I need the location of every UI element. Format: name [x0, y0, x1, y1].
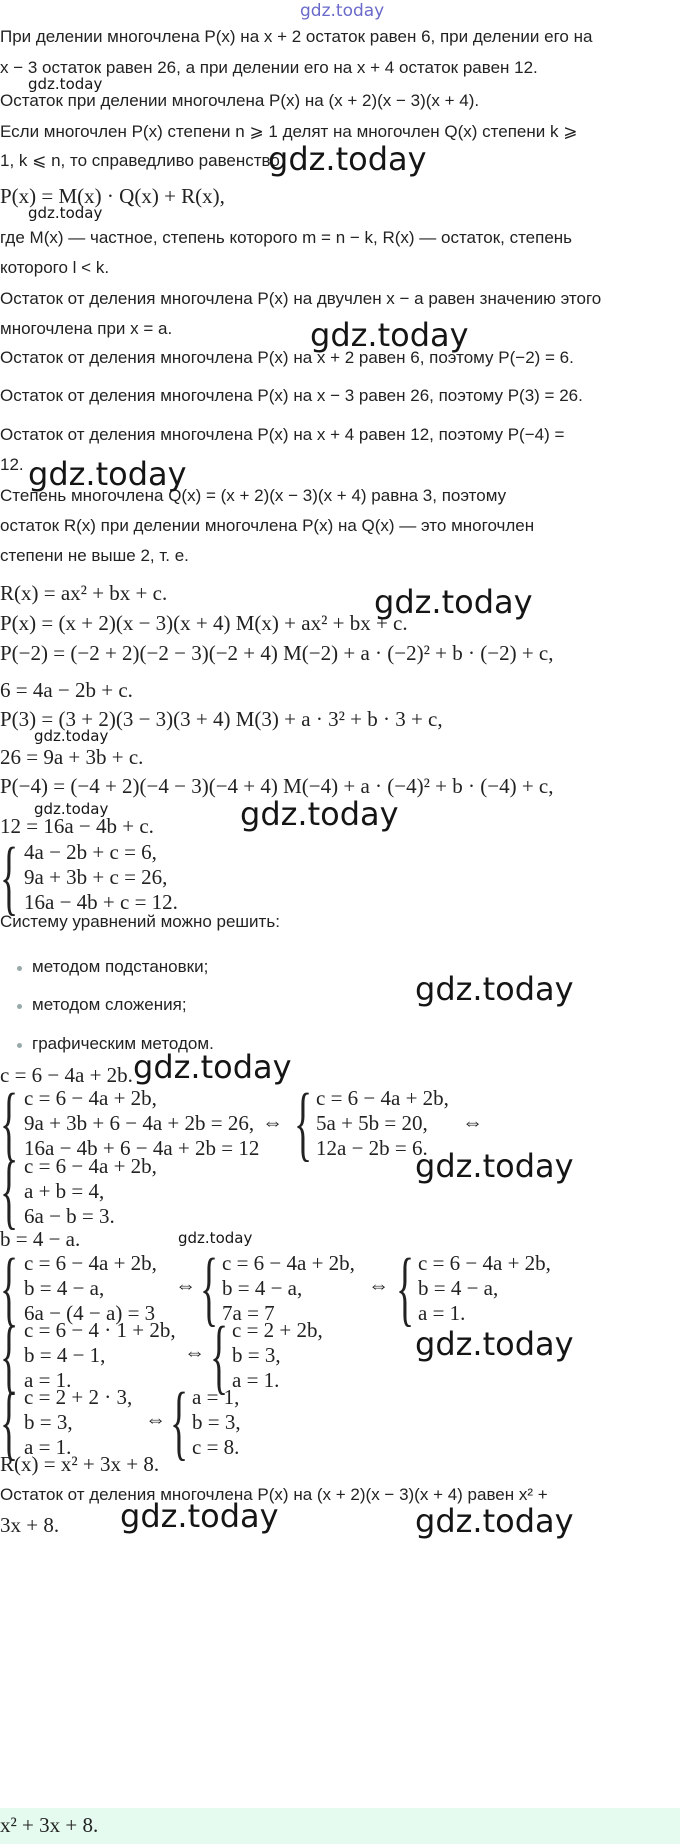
watermark: gdz.today	[120, 1497, 279, 1535]
brace: {	[210, 1310, 229, 1403]
degree-line-2: остаток R(x) при делении многочлена P(x) на Q(x) — это многочлен	[0, 516, 535, 535]
watermark-small: gdz.today	[178, 1229, 253, 1247]
equivalence-sign: ⇔	[368, 1273, 389, 1297]
watermark: gdz.today	[240, 795, 399, 833]
brace: {	[294, 1077, 313, 1170]
remainder-line-1: Остаток от деления многочлена P(x) на x + 2 равен 6, поэтому P(−2) = 6.	[0, 348, 574, 367]
top-watermark: gdz.today	[300, 1, 385, 21]
equivalence-sign: ⇔	[262, 1110, 283, 1134]
express-b: b = 4 − a.	[0, 1227, 81, 1251]
formula-p-minus4: P(−4) = (−4 + 2)(−4 − 3)(−4 + 4) M(−4) + a · (−4)² + b · (−4) + c,	[0, 774, 554, 798]
watermark-small: gdz.today	[28, 204, 103, 222]
method-substitution: методом подстановки;	[32, 957, 209, 976]
system-9: c = 2 + 2b, b = 3, a = 1.	[232, 1318, 323, 1392]
formula-division: P(x) = M(x) · Q(x) + R(x),	[0, 184, 225, 208]
brace: {	[0, 1310, 19, 1403]
watermark-small: gdz.today	[28, 75, 103, 93]
answer-text: x² + 3x + 8.	[0, 1813, 99, 1837]
system-3: c = 6 − 4a + 2b, 5a + 5b = 20, 12a − 2b = 6.	[316, 1086, 449, 1160]
watermark-small: gdz.today	[34, 800, 109, 818]
watermark: gdz.today	[28, 455, 187, 493]
theorem-line-2: многочлена при x = a.	[0, 319, 173, 338]
brace: {	[0, 1242, 19, 1335]
formula-p-minus2: P(−2) = (−2 + 2)(−2 − 3)(−2 + 4) M(−2) + a · (−2)² + b · (−2) + c,	[0, 641, 554, 665]
brace: {	[0, 1077, 19, 1170]
problem-line-2: x − 3 остаток равен 26, а при делении его на x + 4 остаток равен 12.	[0, 58, 538, 77]
equivalence-sign: ⇔	[175, 1273, 196, 1297]
remainder-line-3: Остаток от деления многочлена P(x) на x + 4 равен 12, поэтому P(−4) =	[0, 425, 565, 444]
brace: {	[396, 1242, 415, 1335]
degree-line-3: степени не выше 2, т. е.	[0, 546, 189, 565]
equation-2: 26 = 9a + 3b + c.	[0, 745, 144, 769]
brace: {	[0, 831, 19, 924]
system-5: c = 6 − 4a + 2b, b = 4 − a, 6a − (4 − a) = 3	[24, 1251, 157, 1325]
method-graphic: графическим методом.	[32, 1034, 214, 1053]
brace: {	[200, 1242, 219, 1335]
system-1: 4a − 2b + c = 6, 9a + 3b + c = 26, 16a − 4b + c = 12.	[24, 840, 178, 914]
system-11: a = 1, b = 3, c = 8.	[192, 1385, 241, 1459]
equivalence-sign: ⇔	[145, 1407, 166, 1431]
watermark: gdz.today	[310, 316, 469, 354]
result-r: R(x) = x² + 3x + 8.	[0, 1452, 160, 1476]
watermark: gdz.today	[415, 1147, 574, 1185]
watermark: gdz.today	[374, 583, 533, 621]
remainder-line-2: Остаток от деления многочлена P(x) на x − 3 равен 26, поэтому P(3) = 26.	[0, 386, 583, 405]
theory-line-1: Если многочлен P(x) степени n ⩾ 1 делят на многочлен Q(x) степени k ⩾	[0, 122, 578, 141]
degree-line-1: Степень многочлена Q(x) = (x + 2)(x − 3)(x + 4) равна 3, поэтому	[0, 486, 507, 505]
theory-line-2: 1, k ⩽ n, то справедливо равенство	[0, 151, 280, 170]
system-10: c = 2 + 2 · 3, b = 3, a = 1.	[24, 1385, 133, 1459]
system-7: c = 6 − 4a + 2b, b = 4 − a, a = 1.	[418, 1251, 551, 1325]
system-4: c = 6 − 4a + 2b, a + b = 4, 6a − b = 3.	[24, 1154, 157, 1228]
equation-3: 12 = 16a − 4b + c.	[0, 814, 154, 838]
equivalence-sign: ⇔	[462, 1110, 483, 1134]
equivalence-sign: ⇔	[184, 1340, 205, 1364]
watermark: gdz.today	[415, 1325, 574, 1363]
watermark: gdz.today	[415, 1502, 574, 1540]
theory-line-4: которого l < k.	[0, 258, 110, 277]
watermark: gdz.today	[415, 970, 574, 1008]
formula-p: P(x) = (x + 2)(x − 3)(x + 4) M(x) + ax² + bx + c.	[0, 611, 408, 635]
theory-line-3: где M(x) — частное, степень которого m = n − k, R(x) — остаток, степень	[0, 228, 573, 247]
method-addition: методом сложения;	[32, 995, 187, 1014]
problem-line-1: При делении многочлена P(x) на x + 2 остаток равен 6, при делении его на	[0, 27, 593, 46]
brace: {	[0, 1145, 19, 1238]
formula-r: R(x) = ax² + bx + c.	[0, 581, 168, 605]
remainder-line-4: 12.	[0, 455, 24, 474]
express-c: c = 6 − 4a + 2b.	[0, 1063, 133, 1087]
problem-line-3: Остаток при делении многочлена P(x) на (x + 2)(x − 3)(x + 4).	[0, 91, 480, 110]
theorem-line-1: Остаток от деления многочлена P(x) на двучлен x − a равен значению этого	[0, 289, 602, 308]
conclusion-line-2: 3x + 8.	[0, 1513, 60, 1537]
watermark: gdz.today	[268, 140, 427, 178]
system-6: c = 6 − 4a + 2b, b = 4 − a, 7a = 7	[222, 1251, 355, 1325]
bullet-dot	[17, 1043, 22, 1048]
system-8: c = 6 − 4 · 1 + 2b, b = 4 − 1, a = 1.	[24, 1318, 176, 1392]
equation-1: 6 = 4a − 2b + c.	[0, 678, 133, 702]
system-2: c = 6 − 4a + 2b, 9a + 3b + 6 − 4a + 2b = 26, 16a − 4b + 6 − 4a + 2b = 12	[24, 1086, 260, 1160]
methods-intro: Систему уравнений можно решить:	[0, 912, 280, 931]
watermark: gdz.today	[133, 1048, 292, 1086]
formula-p-3: P(3) = (3 + 2)(3 − 3)(3 + 4) M(3) + a · 3² + b · 3 + c,	[0, 707, 443, 731]
answer-box	[0, 1808, 680, 1844]
brace: {	[0, 1376, 19, 1469]
conclusion-line-1: Остаток от деления многочлена P(x) на (x + 2)(x − 3)(x + 4) равен x² +	[0, 1485, 548, 1504]
watermark-small: gdz.today	[34, 727, 109, 745]
brace: {	[170, 1376, 189, 1469]
bullet-dot	[17, 1004, 22, 1009]
bullet-dot	[17, 966, 22, 971]
